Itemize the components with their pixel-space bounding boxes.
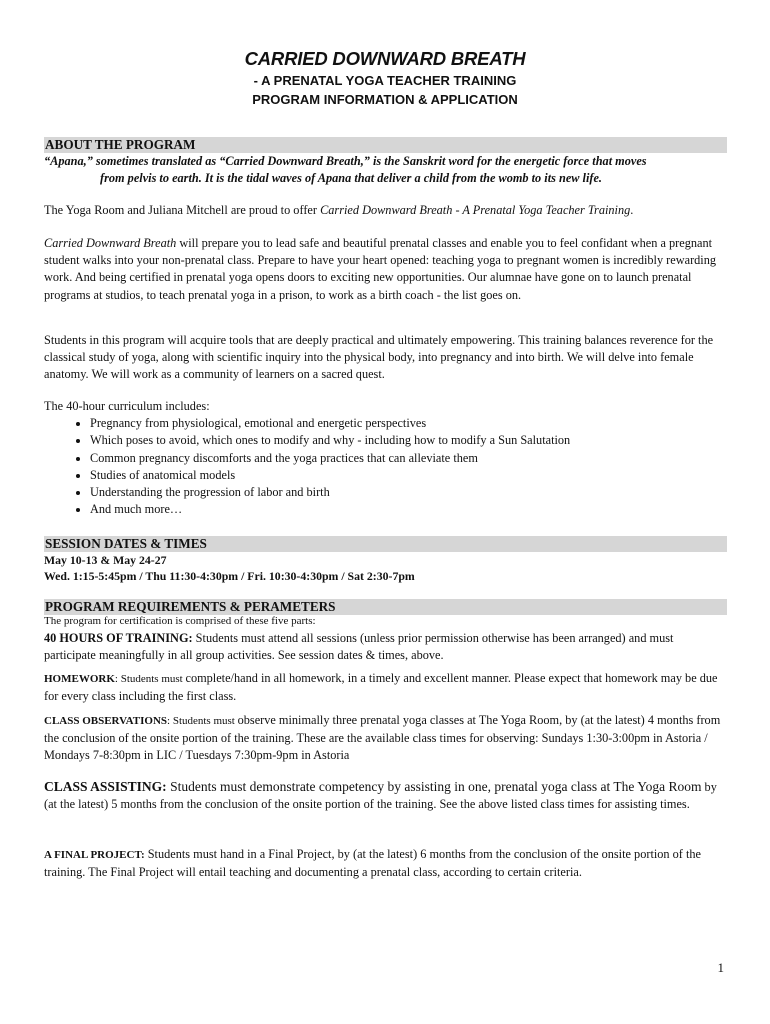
observations-small: : Students must (167, 715, 238, 727)
quote-line-2: from pelvis to earth. It is the tidal waves of Apana that deliver a child from the womb to its new life. (100, 171, 603, 186)
p1-program-name: Carried Downward Breath - A Prenatal Yoga Teacher Training (320, 203, 631, 217)
requirement-training (44, 630, 728, 664)
requirement-final-project (44, 846, 728, 881)
apana-quote (44, 153, 728, 187)
assisting-label: CLASS ASSISTING: (44, 779, 167, 794)
about-heading: ABOUT THE PROGRAM (44, 137, 727, 153)
document-title-block (0, 47, 770, 109)
curriculum-list (44, 415, 728, 518)
session-heading: SESSION DATES & TIMES (44, 536, 727, 552)
session-block (44, 552, 728, 584)
training-text: Students must attend all sessions (unless prior permission otherwise has been arranged) and must participate meaningfully in all group activities. See session dates & times, above. (44, 631, 674, 663)
page-number: 1 (717, 960, 724, 975)
document-title: CARRIED DOWNWARD BREATH (244, 48, 526, 69)
curriculum-item: • Studies of anatomical models (90, 467, 728, 484)
curriculum-item: • Which poses to avoid, which ones to modify and why - including how to modify a Sun Salutation (90, 432, 728, 449)
assisting-text: by (at the latest) 5 months from the conclusion of the onsite portion of the training. See the above listed class times for assisting times. (44, 780, 717, 812)
requirements-intro: The program for certification is comprised of these five parts: (44, 615, 316, 627)
p2-text: will prepare you to lead safe and beautiful prenatal classes and enable you to feel confidant when a pregnant student walks into your non-prenatal class. Prepare to have your heart opened: teaching yoga to pregnant women is incredibly rewarding work. And being certified in prenatal yoga opens doors to exciting new opportunities. Our alumnae have gone on to launch prenatal programs at studios, to teach prenatal yoga in a prison, to work as a birth coach - the list goes on. (44, 236, 717, 302)
requirement-assisting (44, 778, 728, 813)
curriculum-intro: The 40-hour curriculum includes: (44, 399, 210, 413)
assisting-big: Students must demonstrate competency by assisting in one, prenatal yoga class at The Yoga Room (166, 779, 702, 794)
document-subtitle: - A PRENATAL YOGA TEACHER TRAINING (253, 73, 517, 88)
final-project-text: Students must hand in a Final Project, by (at the latest) 6 months from the conclusion of the onsite portion of the training. The Final Project will entail teaching and documenting a prenatal class, according to certain criteria. (44, 847, 701, 880)
requirement-observations (44, 712, 728, 765)
observations-label: CLASS OBSERVATIONS (44, 715, 168, 727)
curriculum-item: • And much more… (90, 501, 728, 518)
p1-text: The Yoga Room and Juliana Mitchell are proud to offer (44, 203, 321, 217)
session-dates: May 10-13 & May 24-27 (44, 553, 167, 567)
curriculum-item: • Common pregnancy discomforts and the yoga practices that can alleviate them (90, 450, 728, 467)
homework-text: complete/hand in all homework, in a timely and excellent manner. Please expect that homework may be due for every class including the first class. (44, 671, 718, 704)
requirements-heading: PROGRAM REQUIREMENTS & PERAMETERS (44, 599, 727, 615)
quote-line-1: “Apana,” sometimes translated as “Carried Downward Breath,” is the Sanskrit word for the energetic force that moves (44, 154, 647, 168)
training-label: 40 HOURS OF TRAINING: (44, 631, 193, 645)
p1-end: . (630, 203, 634, 217)
observations-text: observe minimally three prenatal yoga classes at The Yoga Room, by (at the latest) 4 months from the conclusion of the onsite portion of the training. These are the available class times for observing: Sundays 1:30-3:00pm in Astoria / Mondays 7-8:30pm in LIC / Tuesdays 7:30pm-9pm in Astoria (44, 713, 721, 763)
session-times: Wed. 1:15-5:45pm / Thu 11:30-4:30pm / Fri. 10:30-4:30pm / Sat 2:30-7pm (44, 569, 415, 583)
about-paragraph-1 (44, 202, 728, 219)
final-project-label: A FINAL PROJECT: (44, 849, 145, 861)
about-paragraph-2 (44, 235, 728, 304)
document-subtitle-2: PROGRAM INFORMATION & APPLICATION (252, 92, 518, 107)
homework-label: HOMEWORK (44, 673, 115, 685)
curriculum-item: • Understanding the progression of labor and birth (90, 484, 728, 501)
requirement-homework (44, 670, 728, 705)
homework-small: : Students must (114, 673, 186, 685)
curriculum-item: • Pregnancy from physiological, emotional and energetic perspectives (90, 415, 728, 432)
about-paragraph-3: Students in this program will acquire tools that are deeply practical and ultimately empowering. This training balances reverence for the classical study of yoga, along with scientific inquiry into the physical body, into pregnancy and into birth. We will delve into female anatomy. We will work as a community of learners on a sacred quest. (44, 333, 714, 382)
curriculum-block (44, 398, 728, 518)
p2-program-name: Carried Downward Breath (44, 236, 177, 250)
